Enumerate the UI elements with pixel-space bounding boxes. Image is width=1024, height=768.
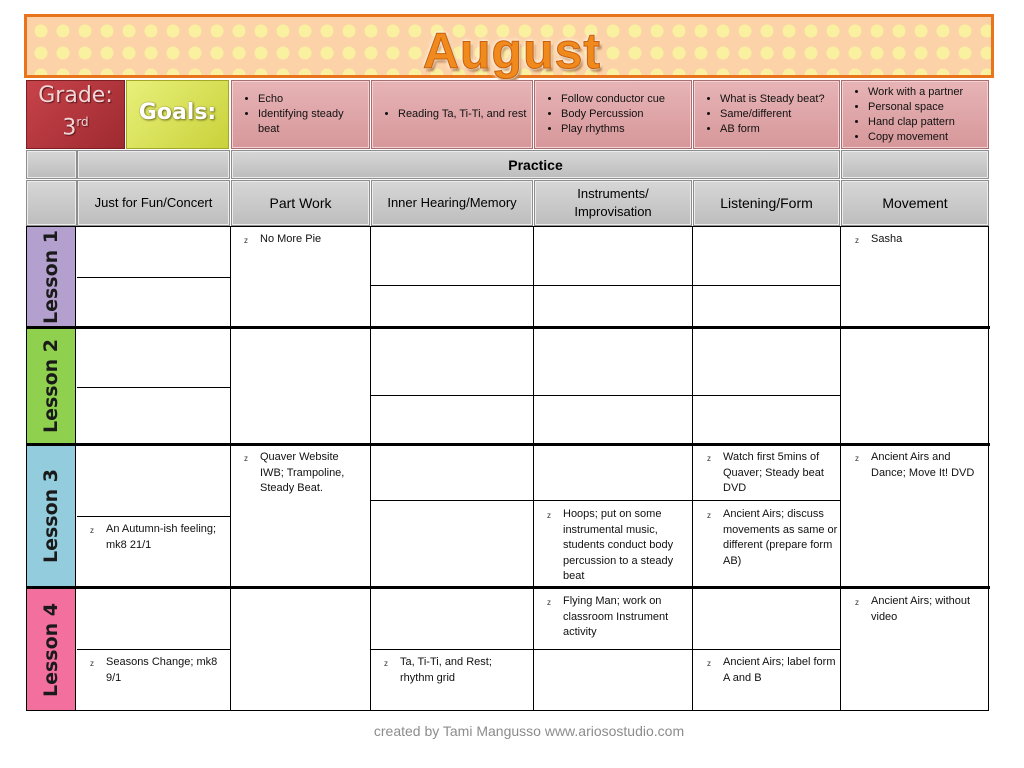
column-divider [692, 226, 693, 711]
column-header [693, 180, 840, 226]
column-divider [370, 226, 371, 711]
cell-divider [77, 277, 230, 278]
column-header-label: Just for Fun/Concert [94, 195, 213, 210]
practice-header [231, 150, 840, 179]
lesson-label: Lesson 1 [40, 229, 62, 324]
entry-lesson3-part-work: z Quaver Website IWB; Trampoline, Steady Beat. [234, 450, 360, 497]
header-spacer [77, 150, 230, 179]
lesson-separator [26, 443, 990, 446]
goal-item: • Hand clap pattern [868, 115, 963, 130]
column-header [77, 180, 230, 226]
goal-list [694, 92, 829, 137]
column-divider [533, 226, 534, 711]
cell-divider [371, 649, 840, 650]
footer-credit: created by Tami Mangusso www.ariosostudio.com [373, 723, 685, 739]
lesson-4-tab [27, 589, 76, 710]
header-spacer [26, 180, 77, 226]
title-banner [24, 14, 994, 78]
entry-lesson3-listening-form: z Ancient Airs; discuss movements as same or different (prepare form AB) [697, 507, 839, 569]
grade-number: 3 [62, 115, 77, 141]
grade-value [27, 109, 124, 141]
goal-item: • Identifying steady beat [258, 107, 365, 137]
goals-label: Goals: [138, 100, 217, 125]
cell-divider [77, 649, 230, 650]
entry-lesson3-fun: z An Autumn-ish feeling; mk8 21/1 [80, 522, 226, 553]
cell-divider [371, 500, 840, 501]
lesson-separator [26, 586, 990, 589]
entry-lesson3-movement: z Ancient Airs and Dance; Move It! DVD [845, 450, 981, 481]
cell-divider [371, 395, 840, 396]
lesson-separator [26, 326, 990, 329]
goals-box [126, 80, 229, 149]
header-spacer [841, 150, 989, 179]
entry-lesson1-part-work: z No More Pie [234, 232, 370, 248]
goal-box-movement [841, 80, 989, 149]
goal-item: • Reading Ta, Ti-Ti, and rest [398, 107, 526, 122]
goal-item: • Work with a partner [868, 85, 963, 100]
column-divider [840, 226, 841, 711]
lesson-2-tab [27, 329, 76, 443]
column-header-label: Movement [882, 195, 948, 211]
goal-list [535, 92, 669, 137]
goal-item: • Play rhythms [561, 122, 665, 137]
grade-box [26, 80, 125, 149]
goal-list [842, 85, 967, 145]
goal-item: • Personal space [868, 100, 963, 115]
entry-lesson4-fun: z Seasons Change; mk8 9/1 [80, 655, 226, 686]
page-title: August [422, 23, 602, 79]
entry-lesson4-listening: z Ancient Airs; label form A and B [697, 655, 839, 686]
column-header-label: Instruments/ Improvisation [574, 186, 652, 219]
entry-lesson4-inner-hearing: z Ta, Ti-Ti, and Rest; rhythm grid [374, 655, 520, 686]
column-header-label: Listening/Form [720, 195, 813, 211]
goal-item: • Echo [258, 92, 365, 107]
lesson-label: Lesson 4 [40, 602, 62, 697]
column-header [841, 180, 989, 226]
goal-box-inner-hearing [371, 80, 533, 149]
column-header [534, 180, 692, 226]
header-spacer [26, 150, 77, 179]
entry-lesson4-movement: z Ancient Airs; without video [845, 594, 971, 625]
goal-item: • Follow conductor cue [561, 92, 665, 107]
entry-lesson4-instruments: z Flying Man; work on classroom Instrument activity [537, 594, 683, 641]
goal-item: • Same/different [720, 107, 825, 122]
lesson-label: Lesson 2 [40, 338, 62, 434]
goal-item: • What is Steady beat? [720, 92, 825, 107]
entry-lesson3-instruments: z Hoops; put on some instrumental music, students conduct body percussion to a steady beat [537, 507, 689, 585]
goal-box-instruments [534, 80, 692, 149]
column-divider [230, 226, 231, 711]
cell-divider [77, 516, 230, 517]
column-header [371, 180, 533, 226]
goal-box-part-work [231, 80, 370, 149]
goal-list [232, 92, 369, 137]
lesson-label: Lesson 3 [40, 468, 62, 564]
grade-label: Grade: [38, 83, 113, 108]
column-header-label: Inner Hearing/Memory [387, 195, 517, 210]
entry-lesson1-movement: z Sasha [845, 232, 981, 248]
lesson-3-tab [27, 446, 76, 586]
cell-divider [371, 285, 840, 286]
goal-item: • AB form [720, 122, 825, 137]
cell-divider [77, 387, 230, 388]
column-header-label: Part Work [269, 195, 332, 211]
practice-label: Practice [508, 156, 563, 173]
entry-lesson3-listening: z Watch first 5mins of Quaver; Steady beat DVD [697, 450, 835, 497]
grade-suffix: rd [76, 115, 89, 129]
goal-list [372, 107, 530, 122]
goal-item: • Body Percussion [561, 107, 665, 122]
lesson-1-tab [27, 227, 76, 326]
goal-item: • Copy movement [868, 130, 963, 145]
column-header [231, 180, 370, 226]
goal-box-listening [693, 80, 840, 149]
